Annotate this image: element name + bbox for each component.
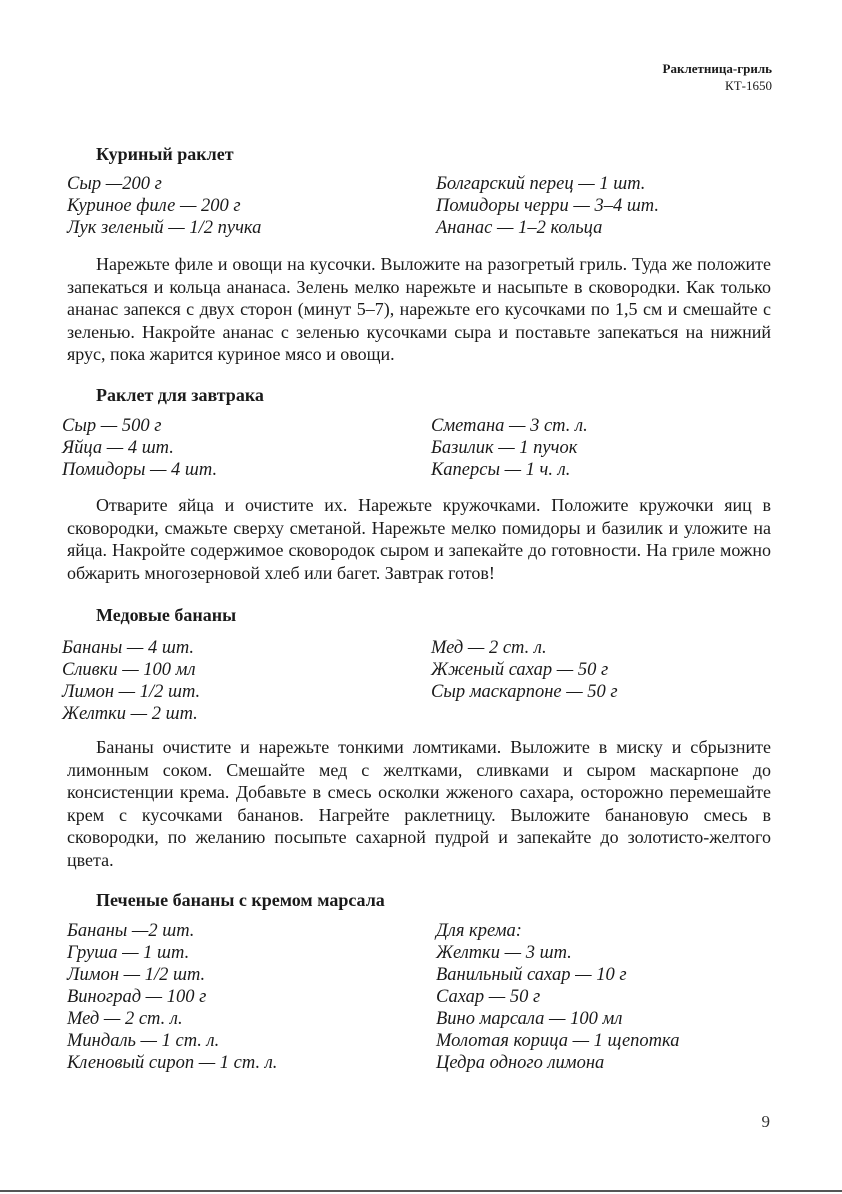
recipe-title: Куриный раклет bbox=[96, 144, 234, 164]
ingredient: Бананы — 4 шт. bbox=[62, 638, 195, 658]
ingredients-right bbox=[436, 173, 659, 239]
ingredient: Ванильный сахар — 10 г bbox=[436, 965, 627, 985]
ingredient: Куриное филе — 200 г bbox=[67, 196, 241, 216]
ingredient: Лук зеленый — 1/2 пучка bbox=[67, 218, 262, 238]
ingredient: Сливки — 100 мл bbox=[62, 660, 196, 680]
ingredient: Ананас — 1–2 кольца bbox=[436, 218, 603, 238]
recipe-title: Медовые бананы bbox=[96, 605, 237, 625]
ingredient: Базилик — 1 пучок bbox=[431, 438, 578, 458]
ingredient: Цедра одного лимона bbox=[436, 1053, 605, 1073]
ingredients-left bbox=[67, 173, 261, 239]
recipe-instructions bbox=[67, 494, 771, 584]
ingredient: Жженый сахар — 50 г bbox=[431, 660, 609, 680]
ingredient: Желтки — 2 шт. bbox=[62, 704, 198, 724]
recipe-instructions bbox=[67, 253, 771, 366]
ingredient: Помидоры черри — 3–4 шт. bbox=[436, 196, 660, 216]
bottom-divider bbox=[0, 1190, 842, 1192]
ingredient: Бананы —2 шт. bbox=[67, 921, 195, 941]
ingredient: Мед — 2 ст. л. bbox=[67, 1009, 183, 1029]
ingredient: Помидоры — 4 шт. bbox=[62, 460, 218, 480]
ingredients-left bbox=[62, 415, 217, 481]
instructions-paragraph: Бананы очистите и нарежьте тонкими ломтиками. Выложите в миску и сбрызните лимонным соком. Смешайте мед с желтками, сливками и сыром маскарпоне до консистенции крема. Добавьте в смесь осколки жженого сахара, осторожно перемешайте крем с кусочками бананов. Нагрейте раклетницу. Выложите банановую смесь в сковородки, по желанию посыпьте сахарной пудрой и запекайте до золотисто-желтого цвета. bbox=[67, 737, 771, 870]
page-number: 9 bbox=[761, 1112, 770, 1131]
ingredients-left bbox=[67, 920, 277, 1074]
instructions-paragraph: Нарежьте филе и овощи на кусочки. Выложите на разогретый гриль. Туда же положите запекаться и кольца ананаса. Зелень мелко нарежьте и насыпьте в сковородки. Как только ананас запекся с двух сторон (минут 5–7), нарежьте его кусочками по 1,5 см и смешайте с зеленью. Накройте ананас с зеленью кусочками сыра и поставьте запекаться на нижний ярус, пока жарится куриное мясо и овощи. bbox=[67, 254, 771, 364]
ingredient: Виноград — 100 г bbox=[67, 987, 207, 1007]
ingredient: Груша — 1 шт. bbox=[67, 943, 190, 963]
ingredient: Сыр —200 г bbox=[67, 174, 162, 194]
ingredient: Яйца — 4 шт. bbox=[62, 438, 174, 458]
ingredients-right bbox=[431, 415, 588, 481]
recipe-instructions bbox=[67, 736, 771, 871]
ingredient: Болгарский перец — 1 шт. bbox=[436, 174, 646, 194]
ingredient: Мед — 2 ст. л. bbox=[431, 638, 547, 658]
ingredients-right bbox=[436, 920, 679, 1074]
recipe-title: Печеные бананы с кремом марсала bbox=[96, 890, 385, 910]
ingredient-group-heading: Для крема: bbox=[436, 921, 522, 941]
recipe-title: Раклет для завтрака bbox=[96, 385, 264, 405]
ingredient: Сахар — 50 г bbox=[436, 987, 541, 1007]
ingredient: Миндаль — 1 ст. л. bbox=[67, 1031, 220, 1051]
ingredient: Лимон — 1/2 шт. bbox=[67, 965, 206, 985]
ingredients-left bbox=[62, 637, 200, 725]
ingredient: Сыр маскарпоне — 50 г bbox=[431, 682, 618, 702]
ingredient: Каперсы — 1 ч. л. bbox=[431, 460, 571, 480]
ingredients-right bbox=[431, 637, 618, 703]
ingredient: Желтки — 3 шт. bbox=[436, 943, 572, 963]
header-title: Раклетница-гриль bbox=[662, 61, 772, 76]
ingredient: Сыр — 500 г bbox=[62, 416, 162, 436]
instructions-paragraph: Отварите яйца и очистите их. Нарежьте кружочками. Положите кружочки яиц в сковородки, смажьте сверху сметаной. Нарежьте мелко помидоры и базилик и уложите на яйца. Накройте содержимое сковородок сыром и запекайте до готовности. На гриле можно обжарить многозерновой хлеб или багет. Завтрак готов! bbox=[67, 495, 771, 583]
ingredient: Сметана — 3 ст. л. bbox=[431, 416, 588, 436]
page-header bbox=[663, 60, 772, 94]
ingredient: Вино марсала — 100 мл bbox=[436, 1009, 623, 1029]
ingredient: Лимон — 1/2 шт. bbox=[62, 682, 201, 702]
ingredient: Кленовый сироп — 1 ст. л. bbox=[67, 1053, 278, 1073]
ingredient: Молотая корица — 1 щепотка bbox=[436, 1031, 680, 1051]
header-model: КТ-1650 bbox=[725, 78, 772, 93]
